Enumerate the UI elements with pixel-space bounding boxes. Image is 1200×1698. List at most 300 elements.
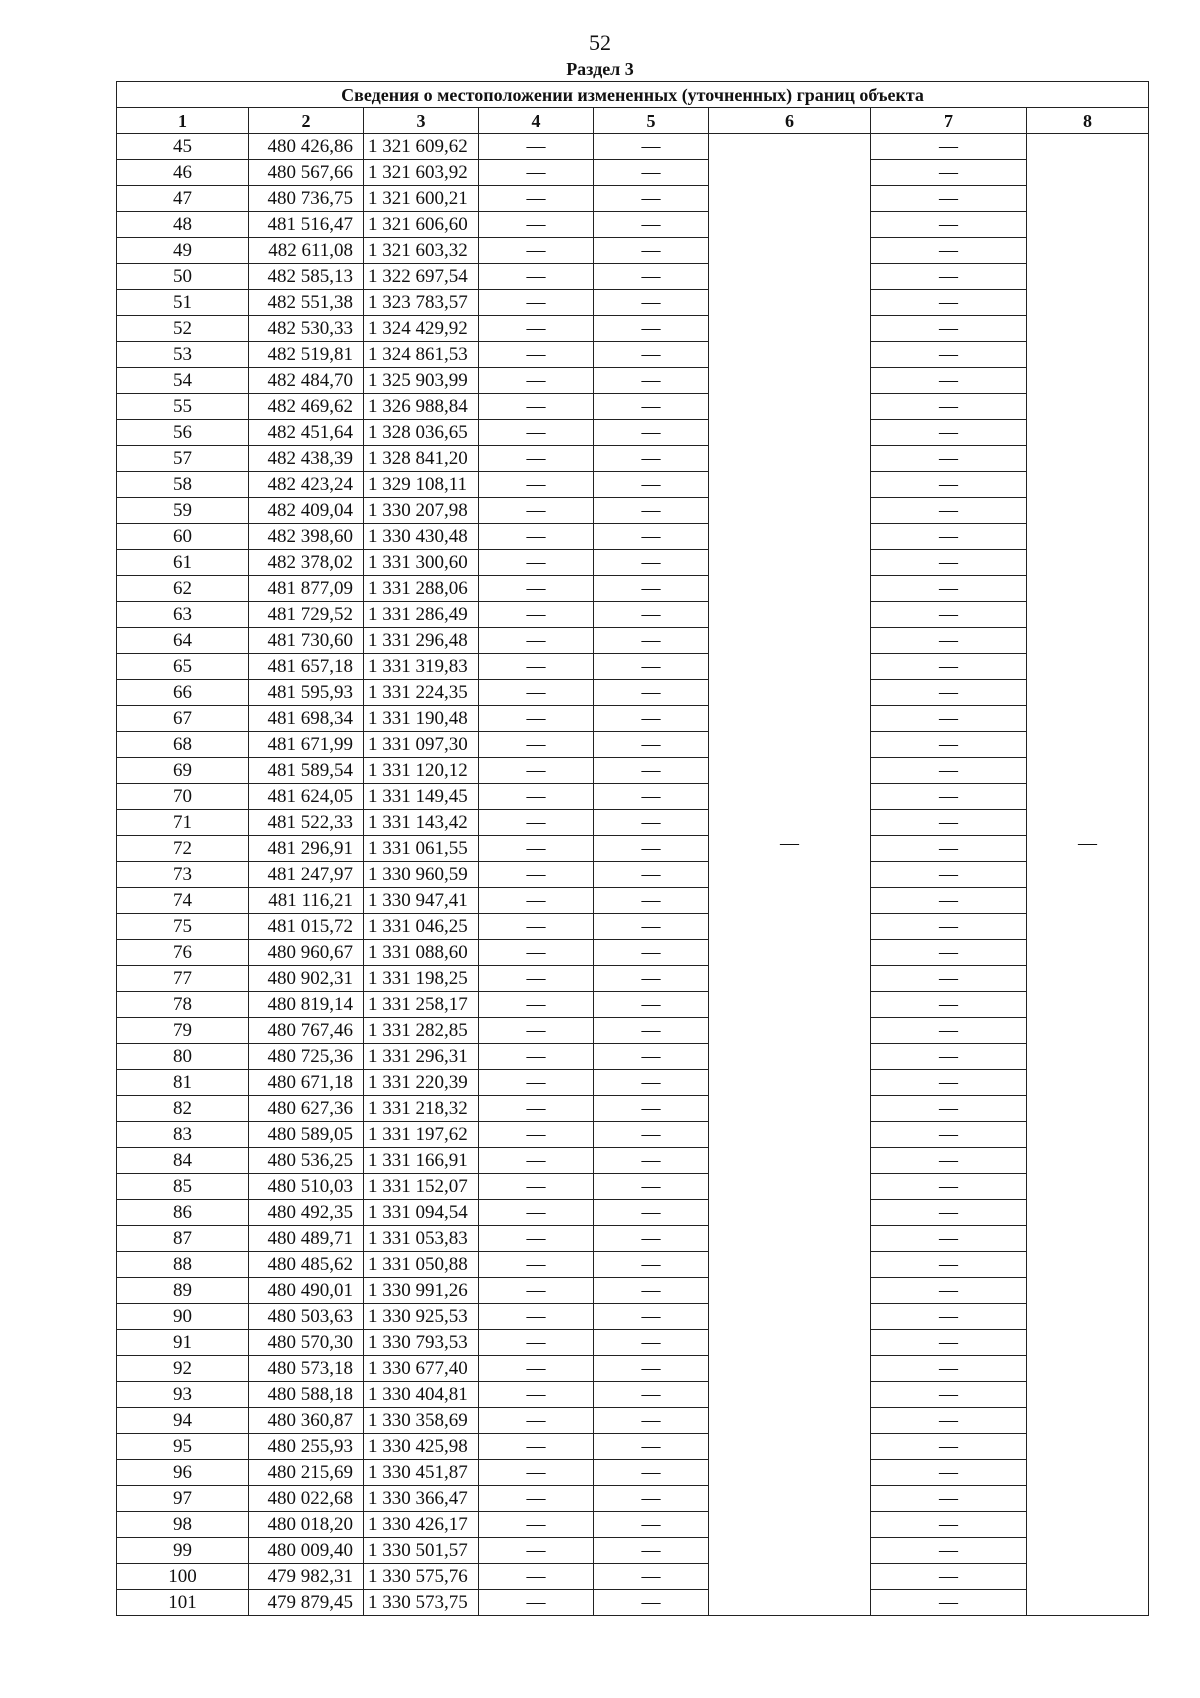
cell-x-coordinate: 480 567,66 [249,160,364,186]
cell-col4-dash: — [479,862,594,888]
column-header-8: 8 [1027,108,1149,134]
cell-y-coordinate: 1 330 426,17 [364,1512,479,1538]
cell-point-number: 84 [117,1148,249,1174]
table-row [117,1018,1149,1044]
cell-x-coordinate: 481 116,21 [249,888,364,914]
cell-y-coordinate: 1 330 793,53 [364,1330,479,1356]
cell-point-number: 85 [117,1174,249,1200]
cell-x-coordinate: 480 671,18 [249,1070,364,1096]
cell-col5-dash: — [594,914,709,940]
cell-col7-dash: — [871,524,1027,550]
cell-col5-dash: — [594,888,709,914]
cell-col7-dash: — [871,472,1027,498]
cell-y-coordinate: 1 331 220,39 [364,1070,479,1096]
cell-point-number: 76 [117,940,249,966]
cell-col4-dash: — [479,1564,594,1590]
cell-col7-dash: — [871,1096,1027,1122]
cell-point-number: 97 [117,1486,249,1512]
table-row [117,1096,1149,1122]
cell-col5-dash: — [594,1200,709,1226]
cell-col7-dash: — [871,758,1027,784]
cell-col5-dash: — [594,1096,709,1122]
cell-y-coordinate: 1 321 603,92 [364,160,479,186]
cell-col4-dash: — [479,1486,594,1512]
cell-point-number: 75 [117,914,249,940]
cell-point-number: 48 [117,212,249,238]
cell-col7-dash: — [871,1044,1027,1070]
cell-col4-dash: — [479,966,594,992]
cell-col4-dash: — [479,550,594,576]
cell-col5-dash: — [594,160,709,186]
table-row [117,1434,1149,1460]
cell-col4-dash: — [479,160,594,186]
cell-col5-dash: — [594,264,709,290]
cell-x-coordinate: 480 960,67 [249,940,364,966]
cell-col4-dash: — [479,1304,594,1330]
column-header-5: 5 [594,108,709,134]
cell-col7-dash: — [871,628,1027,654]
cell-col4-dash: — [479,1538,594,1564]
cell-point-number: 91 [117,1330,249,1356]
cell-y-coordinate: 1 331 198,25 [364,966,479,992]
cell-point-number: 73 [117,862,249,888]
cell-col5-dash: — [594,1460,709,1486]
cell-point-number: 49 [117,238,249,264]
cell-point-number: 52 [117,316,249,342]
cell-x-coordinate: 482 484,70 [249,368,364,394]
cell-x-coordinate: 481 296,91 [249,836,364,862]
cell-col7-dash: — [871,836,1027,862]
cell-col5-dash: — [594,1122,709,1148]
cell-col7-dash: — [871,1148,1027,1174]
cell-y-coordinate: 1 328 841,20 [364,446,479,472]
cell-col7-dash: — [871,966,1027,992]
cell-point-number: 70 [117,784,249,810]
cell-x-coordinate: 481 671,99 [249,732,364,758]
cell-col4-dash: — [479,394,594,420]
cell-col4-dash: — [479,1356,594,1382]
table-row [117,628,1149,654]
cell-col4-dash: — [479,524,594,550]
table-row [117,316,1149,342]
cell-col7-dash: — [871,862,1027,888]
cell-col4-dash: — [479,732,594,758]
cell-point-number: 79 [117,1018,249,1044]
table-row [117,472,1149,498]
cell-point-number: 77 [117,966,249,992]
cell-col4-dash: — [479,498,594,524]
cell-point-number: 65 [117,654,249,680]
cell-col4-dash: — [479,576,594,602]
cell-point-number: 101 [117,1590,249,1616]
cell-col5-dash: — [594,1408,709,1434]
cell-y-coordinate: 1 322 697,54 [364,264,479,290]
cell-point-number: 98 [117,1512,249,1538]
cell-y-coordinate: 1 330 991,26 [364,1278,479,1304]
cell-col4-dash: — [479,290,594,316]
cell-y-coordinate: 1 324 429,92 [364,316,479,342]
cell-col7-dash: — [871,732,1027,758]
cell-y-coordinate: 1 330 925,53 [364,1304,479,1330]
cell-x-coordinate: 482 451,64 [249,420,364,446]
cell-col7-dash: — [871,992,1027,1018]
cell-point-number: 96 [117,1460,249,1486]
cell-x-coordinate: 481 247,97 [249,862,364,888]
cell-point-number: 87 [117,1226,249,1252]
column-header-4: 4 [479,108,594,134]
cell-col4-dash: — [479,1122,594,1148]
cell-col7-dash: — [871,1304,1027,1330]
cell-point-number: 88 [117,1252,249,1278]
cell-point-number: 57 [117,446,249,472]
cell-col5-dash: — [594,316,709,342]
table-row [117,784,1149,810]
cell-col7-dash: — [871,1226,1027,1252]
cell-col4-dash: — [479,1070,594,1096]
table-row [117,1486,1149,1512]
table-row [117,1252,1149,1278]
cell-x-coordinate: 482 469,62 [249,394,364,420]
cell-point-number: 74 [117,888,249,914]
table-row [117,342,1149,368]
cell-y-coordinate: 1 330 404,81 [364,1382,479,1408]
cell-col5-dash: — [594,1564,709,1590]
cell-col7-dash: — [871,134,1027,160]
cell-col5-dash: — [594,472,709,498]
table-row [117,680,1149,706]
table-row [117,368,1149,394]
cell-y-coordinate: 1 331 296,31 [364,1044,479,1070]
cell-x-coordinate: 480 426,86 [249,134,364,160]
cell-y-coordinate: 1 330 358,69 [364,1408,479,1434]
cell-col4-dash: — [479,602,594,628]
cell-col4-dash: — [479,758,594,784]
cell-x-coordinate: 481 015,72 [249,914,364,940]
cell-col4-dash: — [479,1330,594,1356]
cell-x-coordinate: 479 879,45 [249,1590,364,1616]
cell-x-coordinate: 481 729,52 [249,602,364,628]
cell-point-number: 69 [117,758,249,784]
cell-y-coordinate: 1 331 197,62 [364,1122,479,1148]
cell-point-number: 51 [117,290,249,316]
cell-col4-dash: — [479,914,594,940]
cell-col5-dash: — [594,1434,709,1460]
cell-point-number: 71 [117,810,249,836]
cell-col4-dash: — [479,680,594,706]
cell-point-number: 53 [117,342,249,368]
table-row [117,1174,1149,1200]
cell-y-coordinate: 1 330 501,57 [364,1538,479,1564]
cell-point-number: 78 [117,992,249,1018]
cell-col7-dash: — [871,420,1027,446]
cell-point-number: 60 [117,524,249,550]
table-row [117,160,1149,186]
cell-x-coordinate: 479 982,31 [249,1564,364,1590]
cell-point-number: 59 [117,498,249,524]
cell-point-number: 66 [117,680,249,706]
column-header-3: 3 [364,108,479,134]
cell-y-coordinate: 1 321 600,21 [364,186,479,212]
cell-col4-dash: — [479,1434,594,1460]
cell-col5-dash: — [594,1590,709,1616]
table-row [117,810,1149,836]
cell-x-coordinate: 481 595,93 [249,680,364,706]
cell-x-coordinate: 482 585,13 [249,264,364,290]
cell-col7-dash: — [871,1200,1027,1226]
cell-col7-dash: — [871,1122,1027,1148]
cell-col7-dash: — [871,186,1027,212]
table-row [117,1278,1149,1304]
section-title: Раздел 3 [566,59,634,79]
cell-col7-dash: — [871,1590,1027,1616]
cell-x-coordinate: 482 530,33 [249,316,364,342]
cell-point-number: 92 [117,1356,249,1382]
table-row [117,446,1149,472]
cell-point-number: 82 [117,1096,249,1122]
cell-x-coordinate: 480 767,46 [249,1018,364,1044]
table-row [117,1304,1149,1330]
cell-y-coordinate: 1 321 609,62 [364,134,479,160]
cell-x-coordinate: 482 551,38 [249,290,364,316]
cell-y-coordinate: 1 330 575,76 [364,1564,479,1590]
table-row [117,212,1149,238]
cell-x-coordinate: 480 736,75 [249,186,364,212]
cell-col7-dash: — [871,550,1027,576]
cell-y-coordinate: 1 331 149,45 [364,784,479,810]
table-row [117,290,1149,316]
cell-col7-dash: — [871,706,1027,732]
cell-y-coordinate: 1 330 573,75 [364,1590,479,1616]
cell-col4-dash: — [479,1590,594,1616]
cell-col5-dash: — [594,836,709,862]
cell-col5-dash: — [594,576,709,602]
cell-col4-dash: — [479,706,594,732]
cell-y-coordinate: 1 330 430,48 [364,524,479,550]
cell-col4-dash: — [479,420,594,446]
table-row [117,576,1149,602]
table-row [117,1382,1149,1408]
cell-y-coordinate: 1 330 960,59 [364,862,479,888]
cell-col7-dash: — [871,160,1027,186]
cell-col5-dash: — [594,1252,709,1278]
table-row [117,706,1149,732]
cell-col5-dash: — [594,1044,709,1070]
cell-col7-dash: — [871,264,1027,290]
cell-y-coordinate: 1 331 097,30 [364,732,479,758]
column-header-row [117,108,1149,134]
cell-col5-dash: — [594,1018,709,1044]
table-row [117,1200,1149,1226]
cell-x-coordinate: 480 725,36 [249,1044,364,1070]
table-row [117,1538,1149,1564]
cell-col7-dash: — [871,1408,1027,1434]
cell-col7-dash: — [871,1486,1027,1512]
table-row [117,1330,1149,1356]
cell-x-coordinate: 480 902,31 [249,966,364,992]
cell-y-coordinate: 1 330 425,98 [364,1434,479,1460]
column-header-2: 2 [249,108,364,134]
cell-col4-dash: — [479,940,594,966]
table-row [117,1226,1149,1252]
cell-y-coordinate: 1 331 300,60 [364,550,479,576]
cell-point-number: 67 [117,706,249,732]
table-row [117,992,1149,1018]
cell-col5-dash: — [594,1226,709,1252]
cell-y-coordinate: 1 331 282,85 [364,1018,479,1044]
cell-col4-dash: — [479,1460,594,1486]
cell-y-coordinate: 1 321 606,60 [364,212,479,238]
cell-point-number: 83 [117,1122,249,1148]
cell-y-coordinate: 1 331 120,12 [364,758,479,784]
column-header-7: 7 [871,108,1027,134]
cell-x-coordinate: 480 009,40 [249,1538,364,1564]
table-row [117,186,1149,212]
cell-point-number: 89 [117,1278,249,1304]
cell-col5-dash: — [594,1512,709,1538]
cell-x-coordinate: 480 588,18 [249,1382,364,1408]
table-row [117,1148,1149,1174]
cell-col5-dash: — [594,446,709,472]
table-row [117,1460,1149,1486]
cell-col5-dash: — [594,810,709,836]
cell-col6-merged: — [709,134,871,1616]
cell-col4-dash: — [479,1200,594,1226]
cell-x-coordinate: 481 516,47 [249,212,364,238]
cell-col4-dash: — [479,186,594,212]
cell-y-coordinate: 1 331 050,88 [364,1252,479,1278]
cell-y-coordinate: 1 330 947,41 [364,888,479,914]
cell-col7-dash: — [871,1174,1027,1200]
cell-x-coordinate: 481 657,18 [249,654,364,680]
cell-point-number: 58 [117,472,249,498]
cell-point-number: 54 [117,368,249,394]
cell-point-number: 81 [117,1070,249,1096]
cell-y-coordinate: 1 330 451,87 [364,1460,479,1486]
table-row [117,914,1149,940]
cell-col5-dash: — [594,368,709,394]
cell-col5-dash: — [594,186,709,212]
cell-y-coordinate: 1 331 061,55 [364,836,479,862]
cell-col7-dash: — [871,238,1027,264]
cell-point-number: 95 [117,1434,249,1460]
table-row [117,498,1149,524]
cell-x-coordinate: 482 519,81 [249,342,364,368]
cell-point-number: 100 [117,1564,249,1590]
cell-col4-dash: — [479,1096,594,1122]
cell-x-coordinate: 480 255,93 [249,1434,364,1460]
cell-col4-dash: — [479,836,594,862]
table-row [117,836,1149,862]
cell-x-coordinate: 482 409,04 [249,498,364,524]
cell-y-coordinate: 1 331 190,48 [364,706,479,732]
table-row [117,420,1149,446]
cell-col7-dash: — [871,1070,1027,1096]
table-row [117,264,1149,290]
cell-col4-dash: — [479,628,594,654]
cell-col5-dash: — [594,1304,709,1330]
cell-col7-dash: — [871,1356,1027,1382]
cell-y-coordinate: 1 325 903,99 [364,368,479,394]
cell-x-coordinate: 480 489,71 [249,1226,364,1252]
cell-x-coordinate: 480 510,03 [249,1174,364,1200]
cell-col5-dash: — [594,394,709,420]
cell-col7-dash: — [871,342,1027,368]
cell-col5-dash: — [594,238,709,264]
cell-x-coordinate: 482 611,08 [249,238,364,264]
cell-col5-dash: — [594,290,709,316]
cell-col5-dash: — [594,940,709,966]
cell-x-coordinate: 480 536,25 [249,1148,364,1174]
boundary-coordinates-table [116,81,1149,1616]
cell-col5-dash: — [594,758,709,784]
cell-col7-dash: — [871,368,1027,394]
cell-y-coordinate: 1 330 677,40 [364,1356,479,1382]
cell-col5-dash: — [594,1486,709,1512]
cell-y-coordinate: 1 331 296,48 [364,628,479,654]
cell-point-number: 94 [117,1408,249,1434]
cell-y-coordinate: 1 326 988,84 [364,394,479,420]
cell-point-number: 61 [117,550,249,576]
cell-col4-dash: — [479,1252,594,1278]
table-row [117,654,1149,680]
table-row [117,602,1149,628]
cell-y-coordinate: 1 331 319,83 [364,654,479,680]
cell-x-coordinate: 481 589,54 [249,758,364,784]
cell-col7-dash: — [871,914,1027,940]
cell-col4-dash: — [479,1408,594,1434]
table-row [117,1564,1149,1590]
cell-point-number: 56 [117,420,249,446]
cell-col7-dash: — [871,1564,1027,1590]
cell-col7-dash: — [871,290,1027,316]
table-row [117,758,1149,784]
cell-col5-dash: — [594,784,709,810]
cell-col7-dash: — [871,576,1027,602]
table-row [117,1356,1149,1382]
cell-col8-merged: — [1027,134,1149,1616]
table-row [117,1122,1149,1148]
cell-col4-dash: — [479,1174,594,1200]
cell-col4-dash: — [479,212,594,238]
cell-x-coordinate: 480 485,62 [249,1252,364,1278]
cell-x-coordinate: 480 215,69 [249,1460,364,1486]
cell-x-coordinate: 482 438,39 [249,446,364,472]
cell-col5-dash: — [594,1382,709,1408]
cell-x-coordinate: 481 877,09 [249,576,364,602]
cell-y-coordinate: 1 331 088,60 [364,940,479,966]
cell-col7-dash: — [871,810,1027,836]
cell-col7-dash: — [871,1382,1027,1408]
cell-x-coordinate: 480 627,36 [249,1096,364,1122]
cell-y-coordinate: 1 329 108,11 [364,472,479,498]
cell-point-number: 62 [117,576,249,602]
cell-col5-dash: — [594,1278,709,1304]
cell-point-number: 93 [117,1382,249,1408]
table-row [117,1512,1149,1538]
cell-col7-dash: — [871,316,1027,342]
cell-col7-dash: — [871,654,1027,680]
cell-col7-dash: — [871,1018,1027,1044]
cell-x-coordinate: 480 503,63 [249,1304,364,1330]
cell-x-coordinate: 481 522,33 [249,810,364,836]
cell-col5-dash: — [594,420,709,446]
cell-point-number: 90 [117,1304,249,1330]
cell-x-coordinate: 481 698,34 [249,706,364,732]
cell-point-number: 99 [117,1538,249,1564]
cell-col4-dash: — [479,1512,594,1538]
cell-y-coordinate: 1 324 861,53 [364,342,479,368]
cell-y-coordinate: 1 331 094,54 [364,1200,479,1226]
